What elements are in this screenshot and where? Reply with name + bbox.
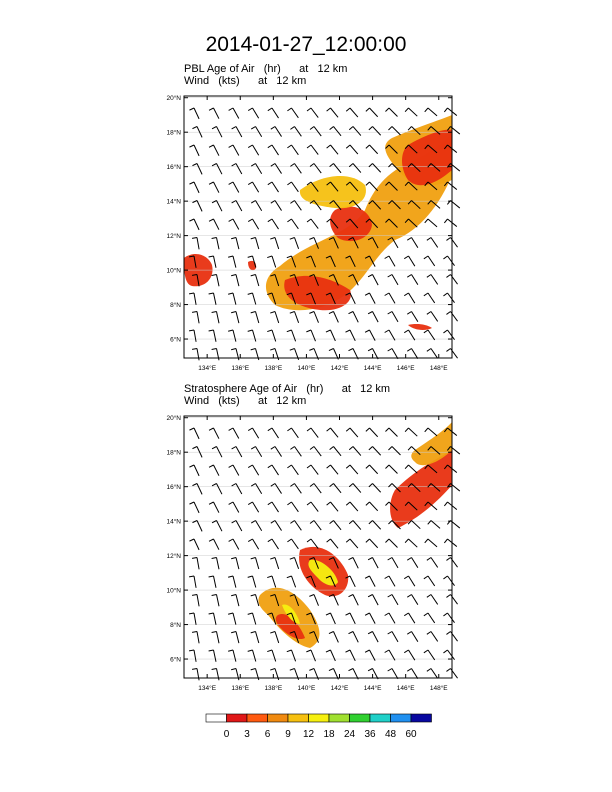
pbl-age-map <box>160 90 470 390</box>
colorbar-label: 48 <box>384 729 397 740</box>
y-tick-label: 10°N <box>166 587 181 595</box>
colorbar-swatch <box>206 714 227 722</box>
colorbar-label: 60 <box>405 729 417 740</box>
colorbar-swatch <box>309 714 330 722</box>
colorbar-label: 0 <box>223 729 230 740</box>
colorbar <box>200 712 440 746</box>
x-tick-label: 136°E <box>231 365 250 372</box>
colorbar-label: 24 <box>343 729 356 740</box>
x-tick-label: 134°E <box>198 365 217 372</box>
y-tick-label: 20°N <box>166 95 181 103</box>
colorbar-swatch <box>329 714 350 722</box>
colorbar-label: 36 <box>364 729 376 740</box>
y-tick-label: 20°N <box>166 415 181 423</box>
y-tick-label: 10°N <box>166 267 181 275</box>
panel2-title-line1: Stratosphere Age of Air (hr) at 12 km <box>184 383 391 395</box>
panel1-title-line1: PBL Age of Air (hr) at 12 km <box>184 63 348 75</box>
x-tick-label: 146°E <box>396 685 415 692</box>
y-tick-label: 12°N <box>166 553 181 561</box>
plot-title: 2014-01-27_12:00:00 <box>205 33 407 56</box>
y-tick-label: 18°N <box>166 449 181 457</box>
colorbar-swatch <box>247 714 268 722</box>
x-tick-label: 138°E <box>264 685 283 692</box>
x-tick-label: 148°E <box>429 365 448 372</box>
colorbar-label: 18 <box>323 729 335 740</box>
y-tick-label: 14°N <box>166 198 181 206</box>
y-tick-label: 8°N <box>170 622 181 630</box>
colorbar-label: 12 <box>302 729 315 740</box>
x-tick-label: 144°E <box>363 365 382 372</box>
colorbar-swatch <box>391 714 412 722</box>
x-tick-label: 140°E <box>297 685 316 692</box>
x-tick-label: 144°E <box>363 685 382 692</box>
y-tick-label: 16°N <box>166 484 181 492</box>
colorbar-label: 9 <box>285 729 291 740</box>
y-tick-label: 6°N <box>170 656 181 664</box>
y-tick-label: 12°N <box>166 233 181 241</box>
colorbar-swatch <box>411 714 432 722</box>
y-tick-label: 14°N <box>166 518 181 526</box>
colorbar-swatch <box>370 714 391 722</box>
colorbar-swatch <box>288 714 309 722</box>
panel1-title-line2: Wind (kts) at 12 km <box>184 75 307 87</box>
x-tick-label: 140°E <box>297 365 316 372</box>
panel2-title-line2: Wind (kts) at 12 km <box>184 395 307 407</box>
x-tick-label: 138°E <box>264 365 283 372</box>
colorbar-label: 3 <box>244 729 250 740</box>
x-tick-label: 134°E <box>198 685 217 692</box>
colorbar-label: 6 <box>264 729 271 740</box>
x-tick-label: 142°E <box>330 365 349 372</box>
colorbar-swatch <box>350 714 371 722</box>
x-tick-label: 148°E <box>429 685 448 692</box>
colorbar-swatch <box>227 714 248 722</box>
stratosphere-age-map <box>160 410 470 710</box>
panel1-label <box>184 63 347 87</box>
y-tick-label: 8°N <box>170 302 181 310</box>
x-tick-label: 142°E <box>330 685 349 692</box>
colorbar-swatch <box>268 714 289 722</box>
x-tick-label: 146°E <box>396 365 415 372</box>
y-tick-label: 18°N <box>166 129 181 137</box>
x-tick-label: 136°E <box>231 685 250 692</box>
y-tick-label: 16°N <box>166 164 181 172</box>
y-tick-label: 6°N <box>170 336 181 344</box>
